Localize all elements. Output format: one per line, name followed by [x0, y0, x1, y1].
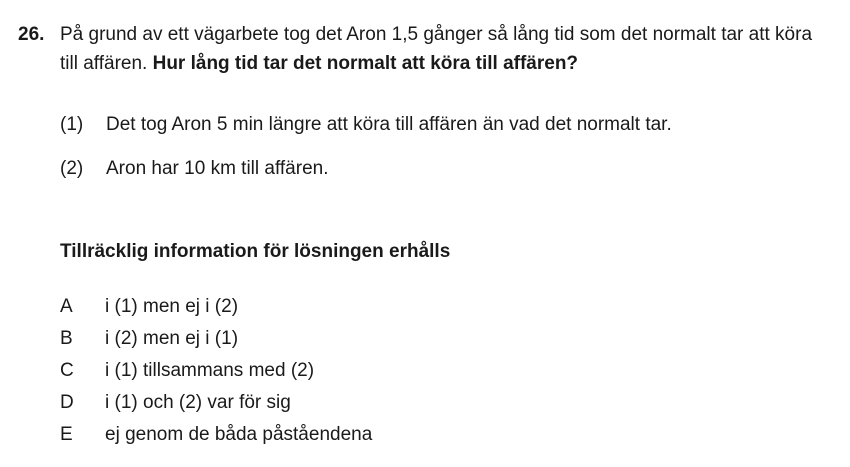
option-a[interactable]	[60, 294, 372, 326]
option-letter: C	[60, 360, 74, 381]
statement-number: (2)	[60, 158, 84, 179]
statement-text: Det tog Aron 5 min längre att köra till affären än vad det normalt tar.	[106, 114, 672, 135]
option-text: i (1) tillsammans med (2)	[105, 360, 315, 381]
option-letter: B	[60, 328, 73, 349]
option-text: ej genom de båda påståendena	[105, 424, 373, 445]
answer-options	[60, 294, 372, 454]
option-letter: D	[60, 392, 74, 413]
option-letter: E	[60, 424, 73, 445]
option-text: i (1) men ej i (2)	[105, 296, 239, 317]
option-text: i (2) men ej i (1)	[105, 328, 239, 349]
option-b[interactable]	[60, 326, 372, 358]
statement-1	[60, 112, 672, 138]
option-e[interactable]	[60, 422, 372, 454]
question-text-bold: Hur lång tid tar det normalt att köra till affären?	[152, 53, 579, 74]
info-heading: Tillräcklig information för lösningen erhålls	[60, 241, 451, 262]
question-text-regular: På grund av ett vägarbete tog det Aron 1,5 gånger så lång tid som det normalt tar att köra till affären.	[60, 24, 813, 74]
question-number: 26.	[18, 24, 45, 45]
question-block	[18, 20, 838, 78]
statement-number: (1)	[60, 114, 84, 135]
option-letter: A	[60, 296, 73, 317]
question-text	[60, 20, 835, 78]
option-text: i (1) och (2) var för sig	[105, 392, 291, 413]
option-c[interactable]	[60, 358, 372, 390]
statement-list	[60, 112, 672, 200]
statement-text: Aron har 10 km till affären.	[106, 158, 329, 179]
option-d[interactable]	[60, 390, 372, 422]
question-header	[18, 20, 838, 78]
statement-2	[60, 156, 672, 182]
